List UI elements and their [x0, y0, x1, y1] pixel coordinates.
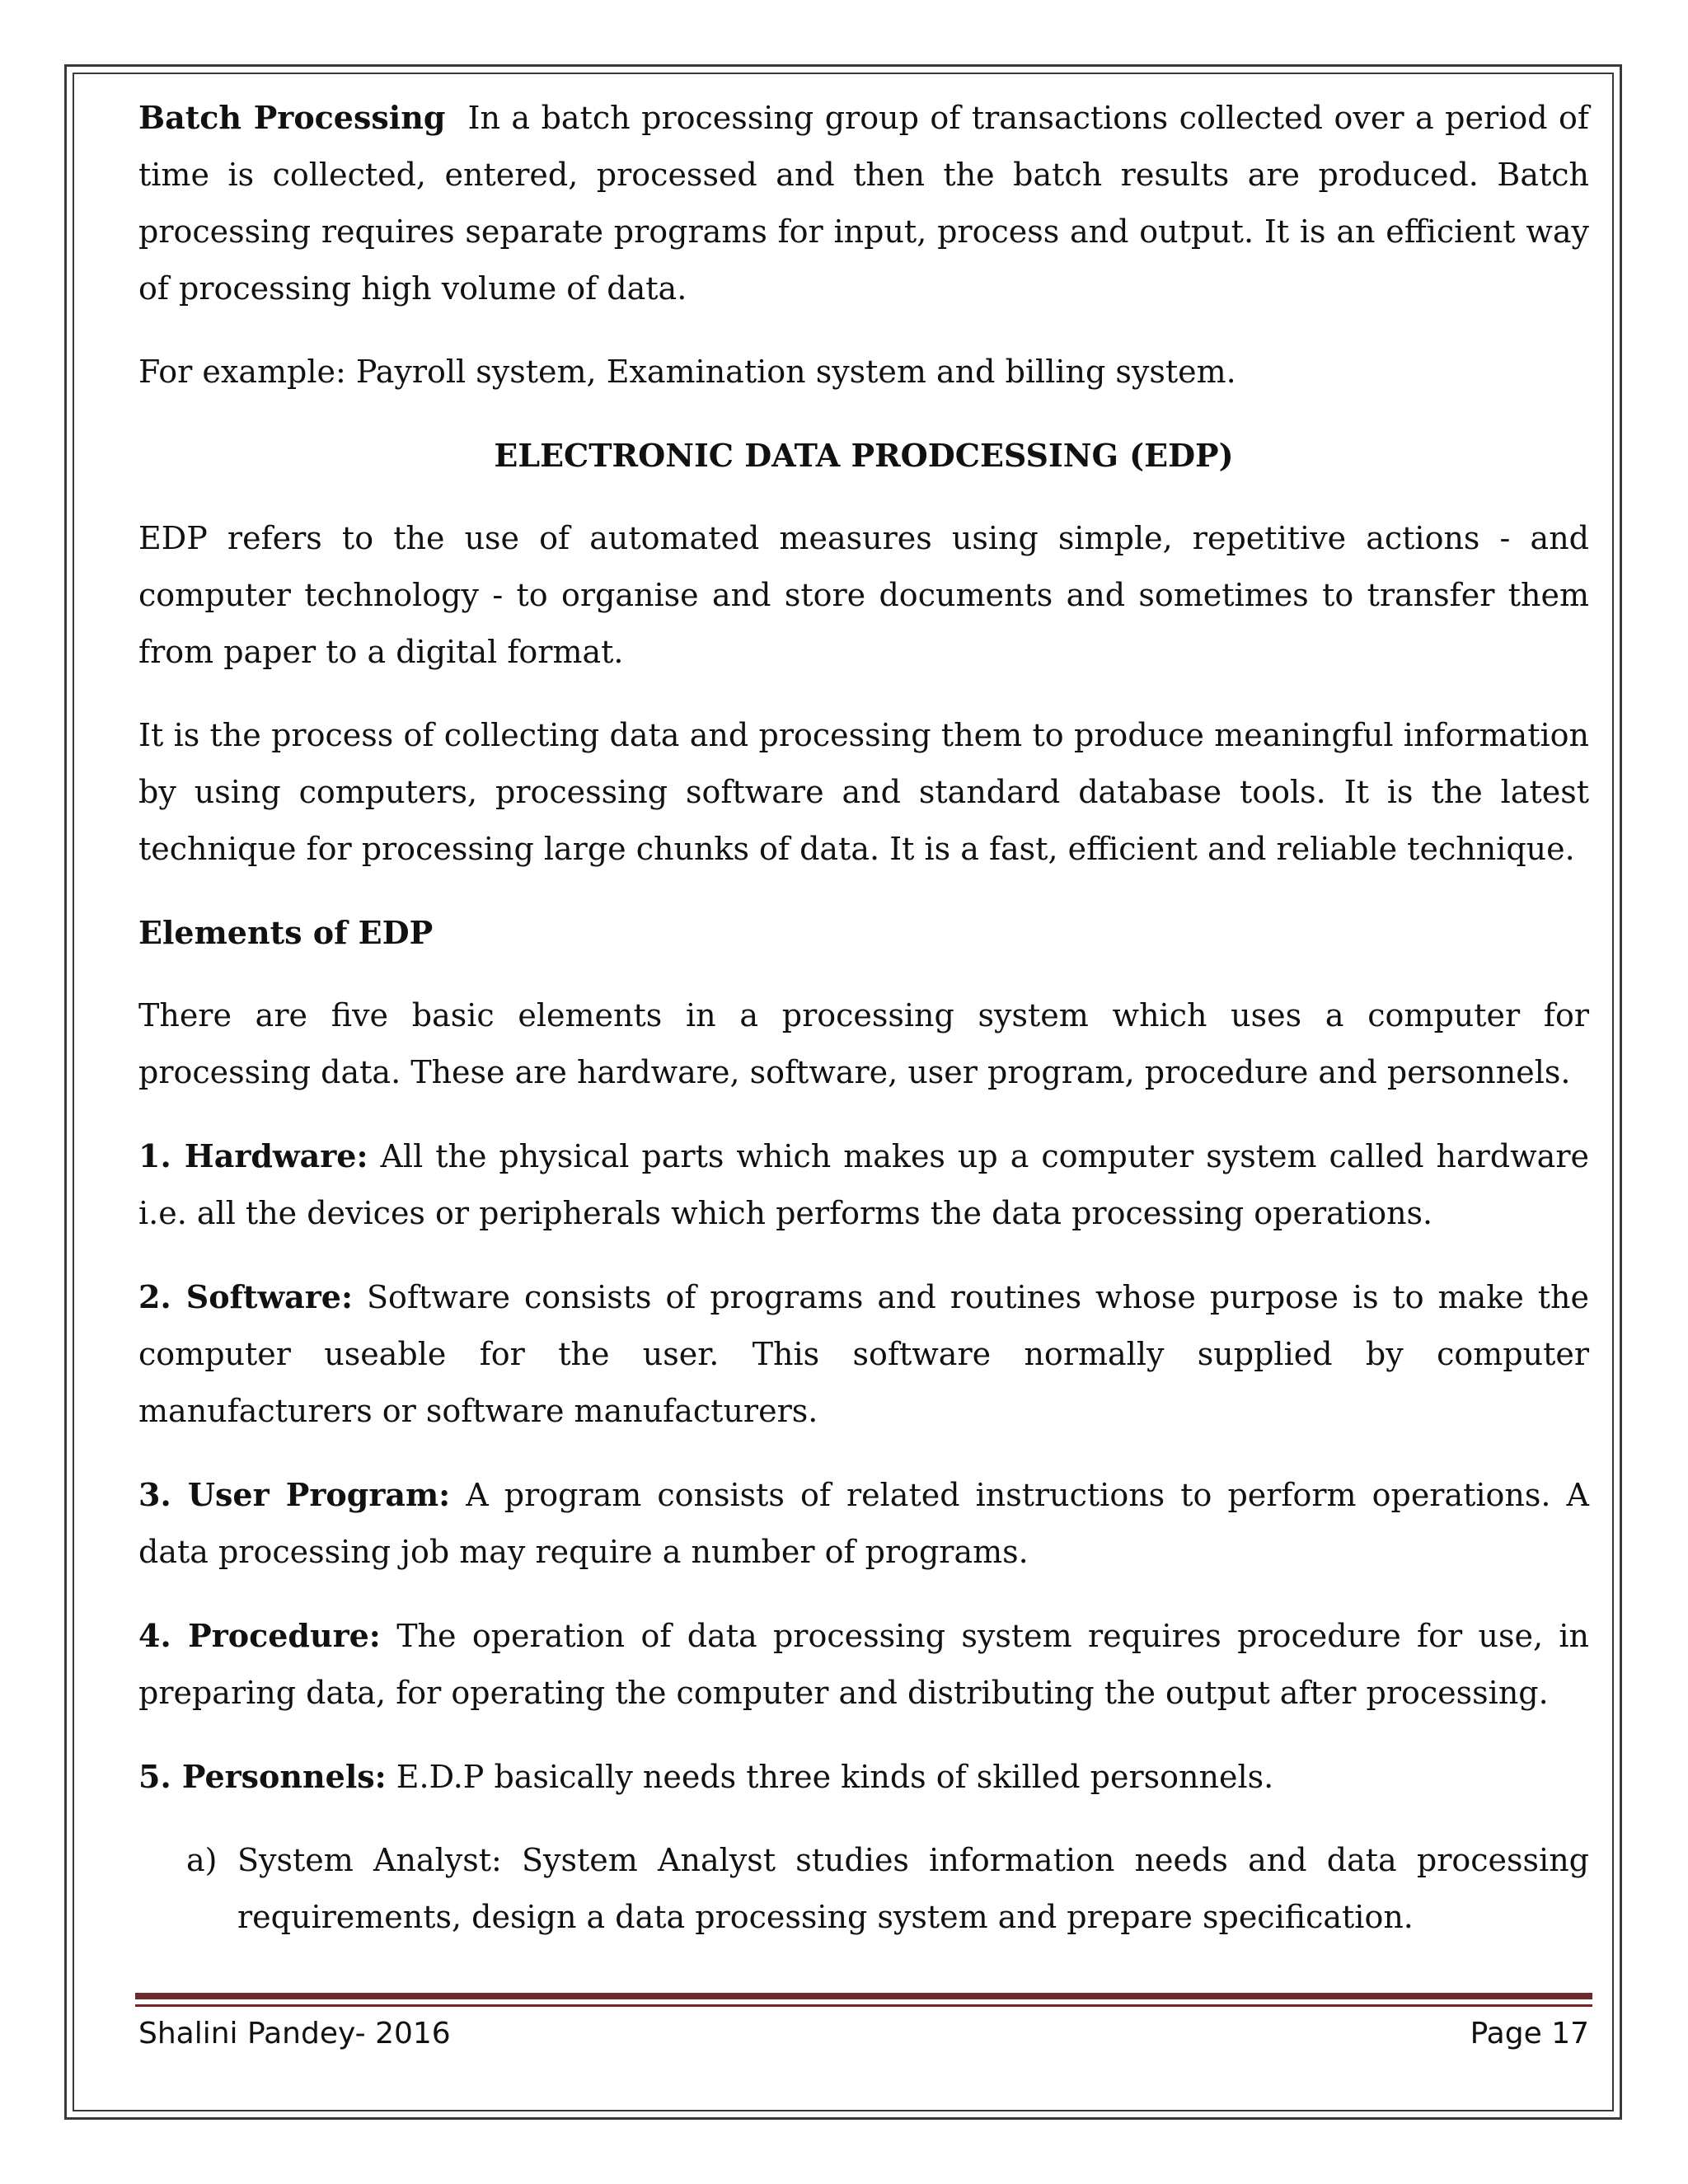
element-label: 4. Procedure:: [138, 1617, 381, 1654]
list-text: System Analyst: System Analyst studies information needs and data processing requirements, design a data processing system and prepare specification.: [237, 1842, 1589, 1935]
element-text: Software consists of programs and routines whose purpose is to make the computer useable for the user. This software normally supplied by computer manufacturers or software manufacturers.: [138, 1279, 1589, 1429]
elements-intro: There are five basic elements in a processing system which uses a computer for processing data. These are hardware, software, user program, procedure and personnels.: [138, 997, 1589, 1090]
element-text: E.D.P basically needs three kinds of skilled personnels.: [396, 1759, 1274, 1795]
element-label: 1. Hardware:: [138, 1137, 368, 1174]
element-item-personnels: [138, 1748, 1589, 1806]
section-title: ELECTRONIC DATA PRODCESSING (EDP): [494, 437, 1234, 474]
batch-text: In a batch processing group of transactions collected over a period of time is collected, entered, processed and then the batch results are produced. Batch processing requires separate programs for input, process and output. It is an efficient way of processing high volume of data.: [138, 100, 1589, 307]
edp-paragraph-1: EDP refers to the use of automated measures using simple, repetitive actions - and computer technology - to organise and store documents and sometimes to transfer them from paper to a digital format.: [138, 520, 1589, 670]
footer-author: Shalini Pandey- 2016: [138, 2017, 451, 2050]
element-label: 3. User Program:: [138, 1476, 451, 1513]
document-body: [138, 89, 1589, 1946]
sub-list-item-system-analyst: [186, 1832, 1589, 1946]
element-text: A program consists of related instructions to perform operations. A data processing job may require a number of programs.: [138, 1477, 1589, 1570]
element-item-user-program: [138, 1466, 1589, 1581]
footer-rule-thick: [135, 1993, 1592, 1999]
batch-heading: Batch Processing: [138, 99, 446, 136]
element-text: All the physical parts which makes up a computer system called hardware i.e. all the devices or peripherals which performs the data processing operations.: [138, 1138, 1589, 1231]
list-marker: a): [186, 1842, 218, 1878]
element-item-hardware: [138, 1127, 1589, 1242]
element-text: The operation of data processing system requires procedure for use, in preparing data, for operating the computer and distributing the output after processing.: [138, 1618, 1589, 1711]
elements-heading: Elements of EDP: [138, 914, 434, 951]
batch-paragraph: [138, 89, 1589, 317]
element-label: 5. Personnels:: [138, 1758, 387, 1795]
element-item-procedure: [138, 1607, 1589, 1722]
element-label: 2. Software:: [138, 1278, 354, 1315]
example-paragraph: For example: Payroll system, Examination system and billing system.: [138, 354, 1236, 390]
footer-rule-thin: [135, 2004, 1592, 2007]
element-item-software: [138, 1268, 1589, 1440]
footer-page-number: Page 17: [1470, 2017, 1589, 2050]
edp-paragraph-2: It is the process of collecting data and processing them to produce meaningful information by using computers, processing software and standard database tools. It is the latest technique for processing large chunks of data. It is a fast, efficient and reliable technique.: [138, 717, 1589, 867]
page-footer: [138, 2009, 1589, 2059]
